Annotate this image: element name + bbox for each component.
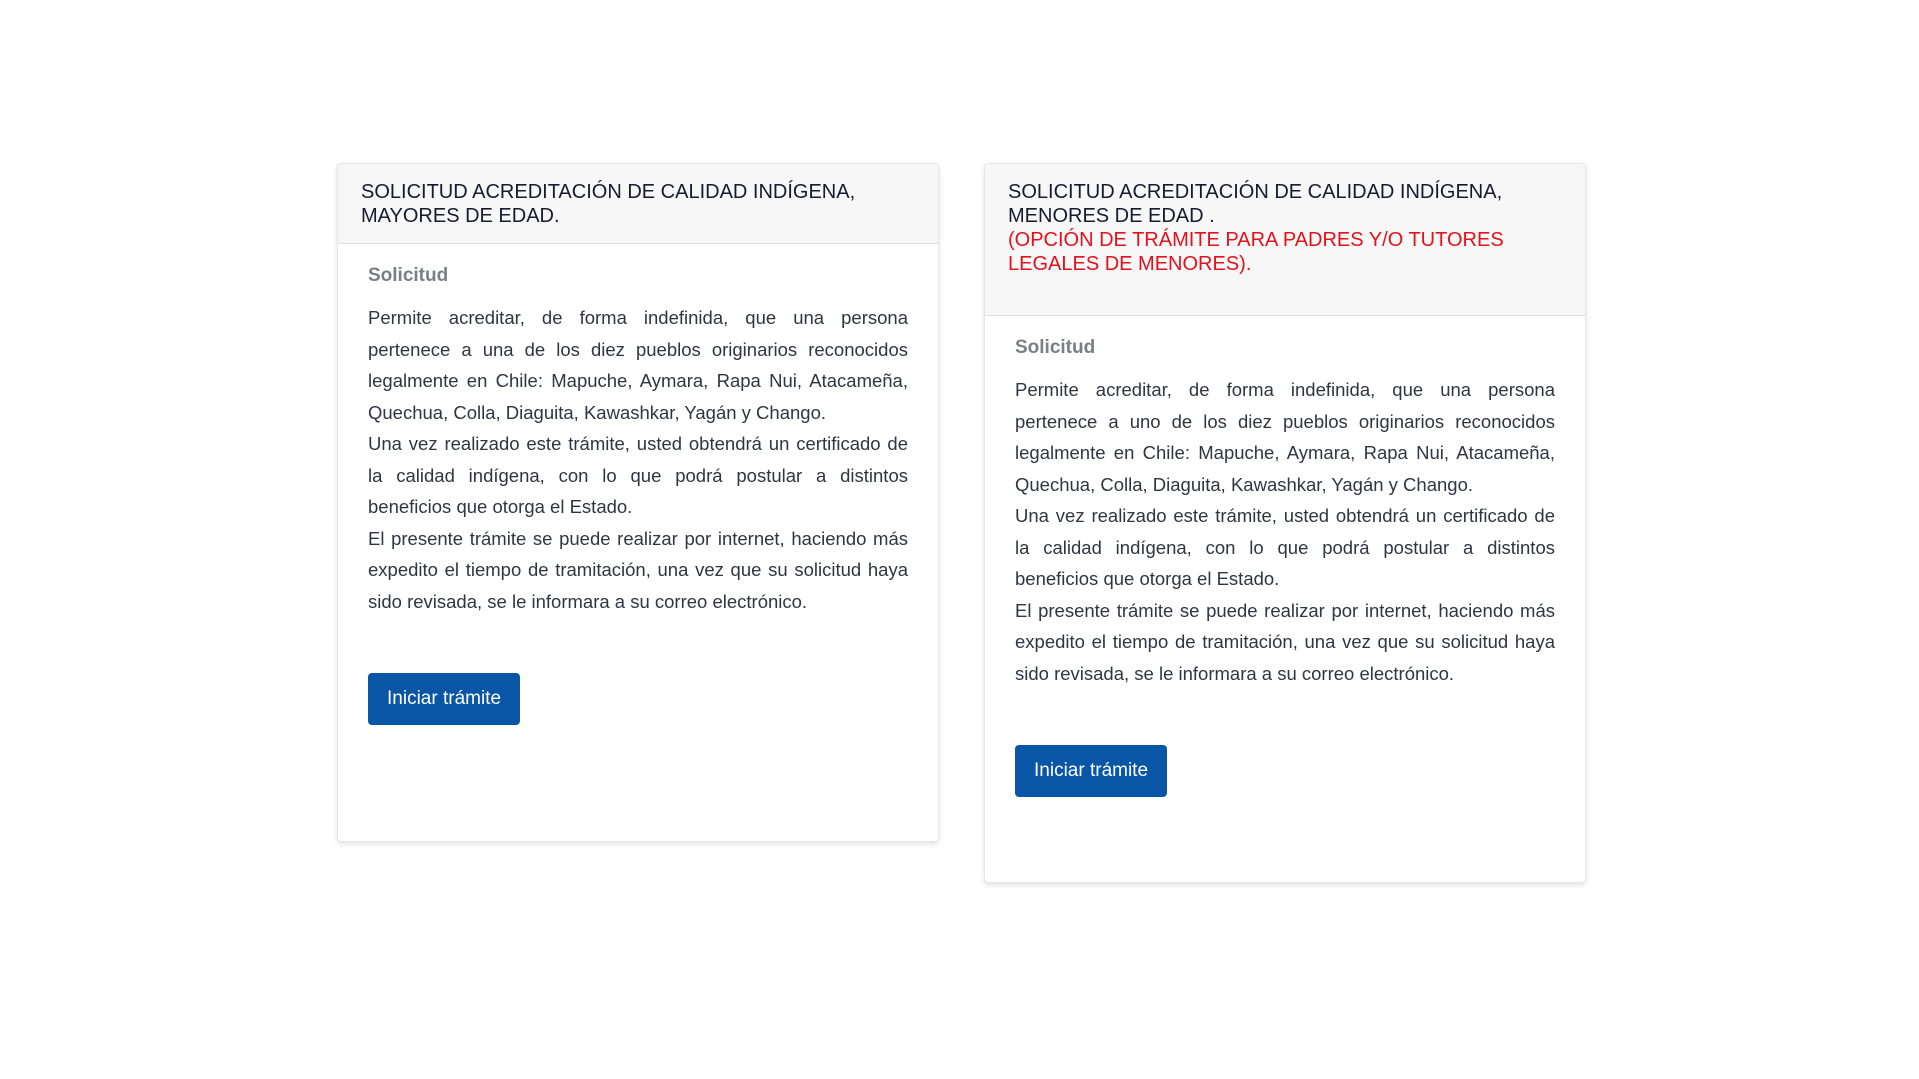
card-header (338, 164, 938, 244)
guardian-warning-text: (OPCIÓN DE TRÁMITE PARA PADRES Y/O TUTORES LEGALES DE MENORES). (1008, 229, 1504, 275)
description-paragraph: El presente trámite se puede realizar por internet, haciendo más expedito el tiempo de tramitación, una vez que su solicitud haya sido revisada, se le informara a su correo electrónico. (368, 527, 908, 612)
card-title-line: SOLICITUD ACREDITACIÓN DE CALIDAD INDÍGENA, (361, 181, 856, 203)
card-title-line: MENORES DE EDAD . (1008, 205, 1215, 227)
description-paragraph: Una vez realizado este trámite, usted obtendrá un certificado de la calidad indígena, con lo que podrá postular a distintos beneficios que otorga el Estado. (1015, 505, 1555, 589)
description-paragraph: Una vez realizado este trámite, usted obtendrá un certificado de la calidad indígena, con lo que podrá postular a distintos beneficios que otorga el Estado. (368, 433, 908, 517)
card-title-line: SOLICITUD ACREDITACIÓN DE CALIDAD INDÍGENA, (1008, 181, 1503, 203)
description-paragraph: Permite acreditar, de forma indefinida, que una persona pertenece a una de los diez pueblos originarios reconocidos legalmente en Chile: Mapuche, Aymara, Rapa Nui, Atacameña, Quechua, Colla, Diaguita, Kawashkar, Yagán y Chango. (368, 307, 908, 423)
card-body (985, 316, 1585, 797)
card-minors (984, 163, 1586, 883)
description-paragraph: El presente trámite se puede realizar por internet, haciendo más expedito el tiempo de tramitación, una vez que su solicitud haya sido revisada, se le informara a su correo electrónico. (1015, 599, 1555, 684)
section-label: Solicitud (368, 265, 449, 286)
section-label: Solicitud (1015, 337, 1096, 358)
card-adults (337, 163, 939, 842)
start-procedure-button[interactable]: Iniciar trámite (1015, 745, 1167, 797)
start-procedure-button[interactable]: Iniciar trámite (368, 673, 520, 725)
card-title-line: MAYORES DE EDAD. (361, 205, 560, 227)
description-paragraph: Permite acreditar, de forma indefinida, que una persona pertenece a uno de los diez pueblos originarios reconocidos legalmente en Chile: Mapuche, Aymara, Rapa Nui, Atacameña, Quechua, Colla, Diaguita, Kawashkar, Yagán y Chango. (1015, 379, 1555, 495)
card-header (985, 164, 1585, 316)
card-body (338, 244, 938, 725)
